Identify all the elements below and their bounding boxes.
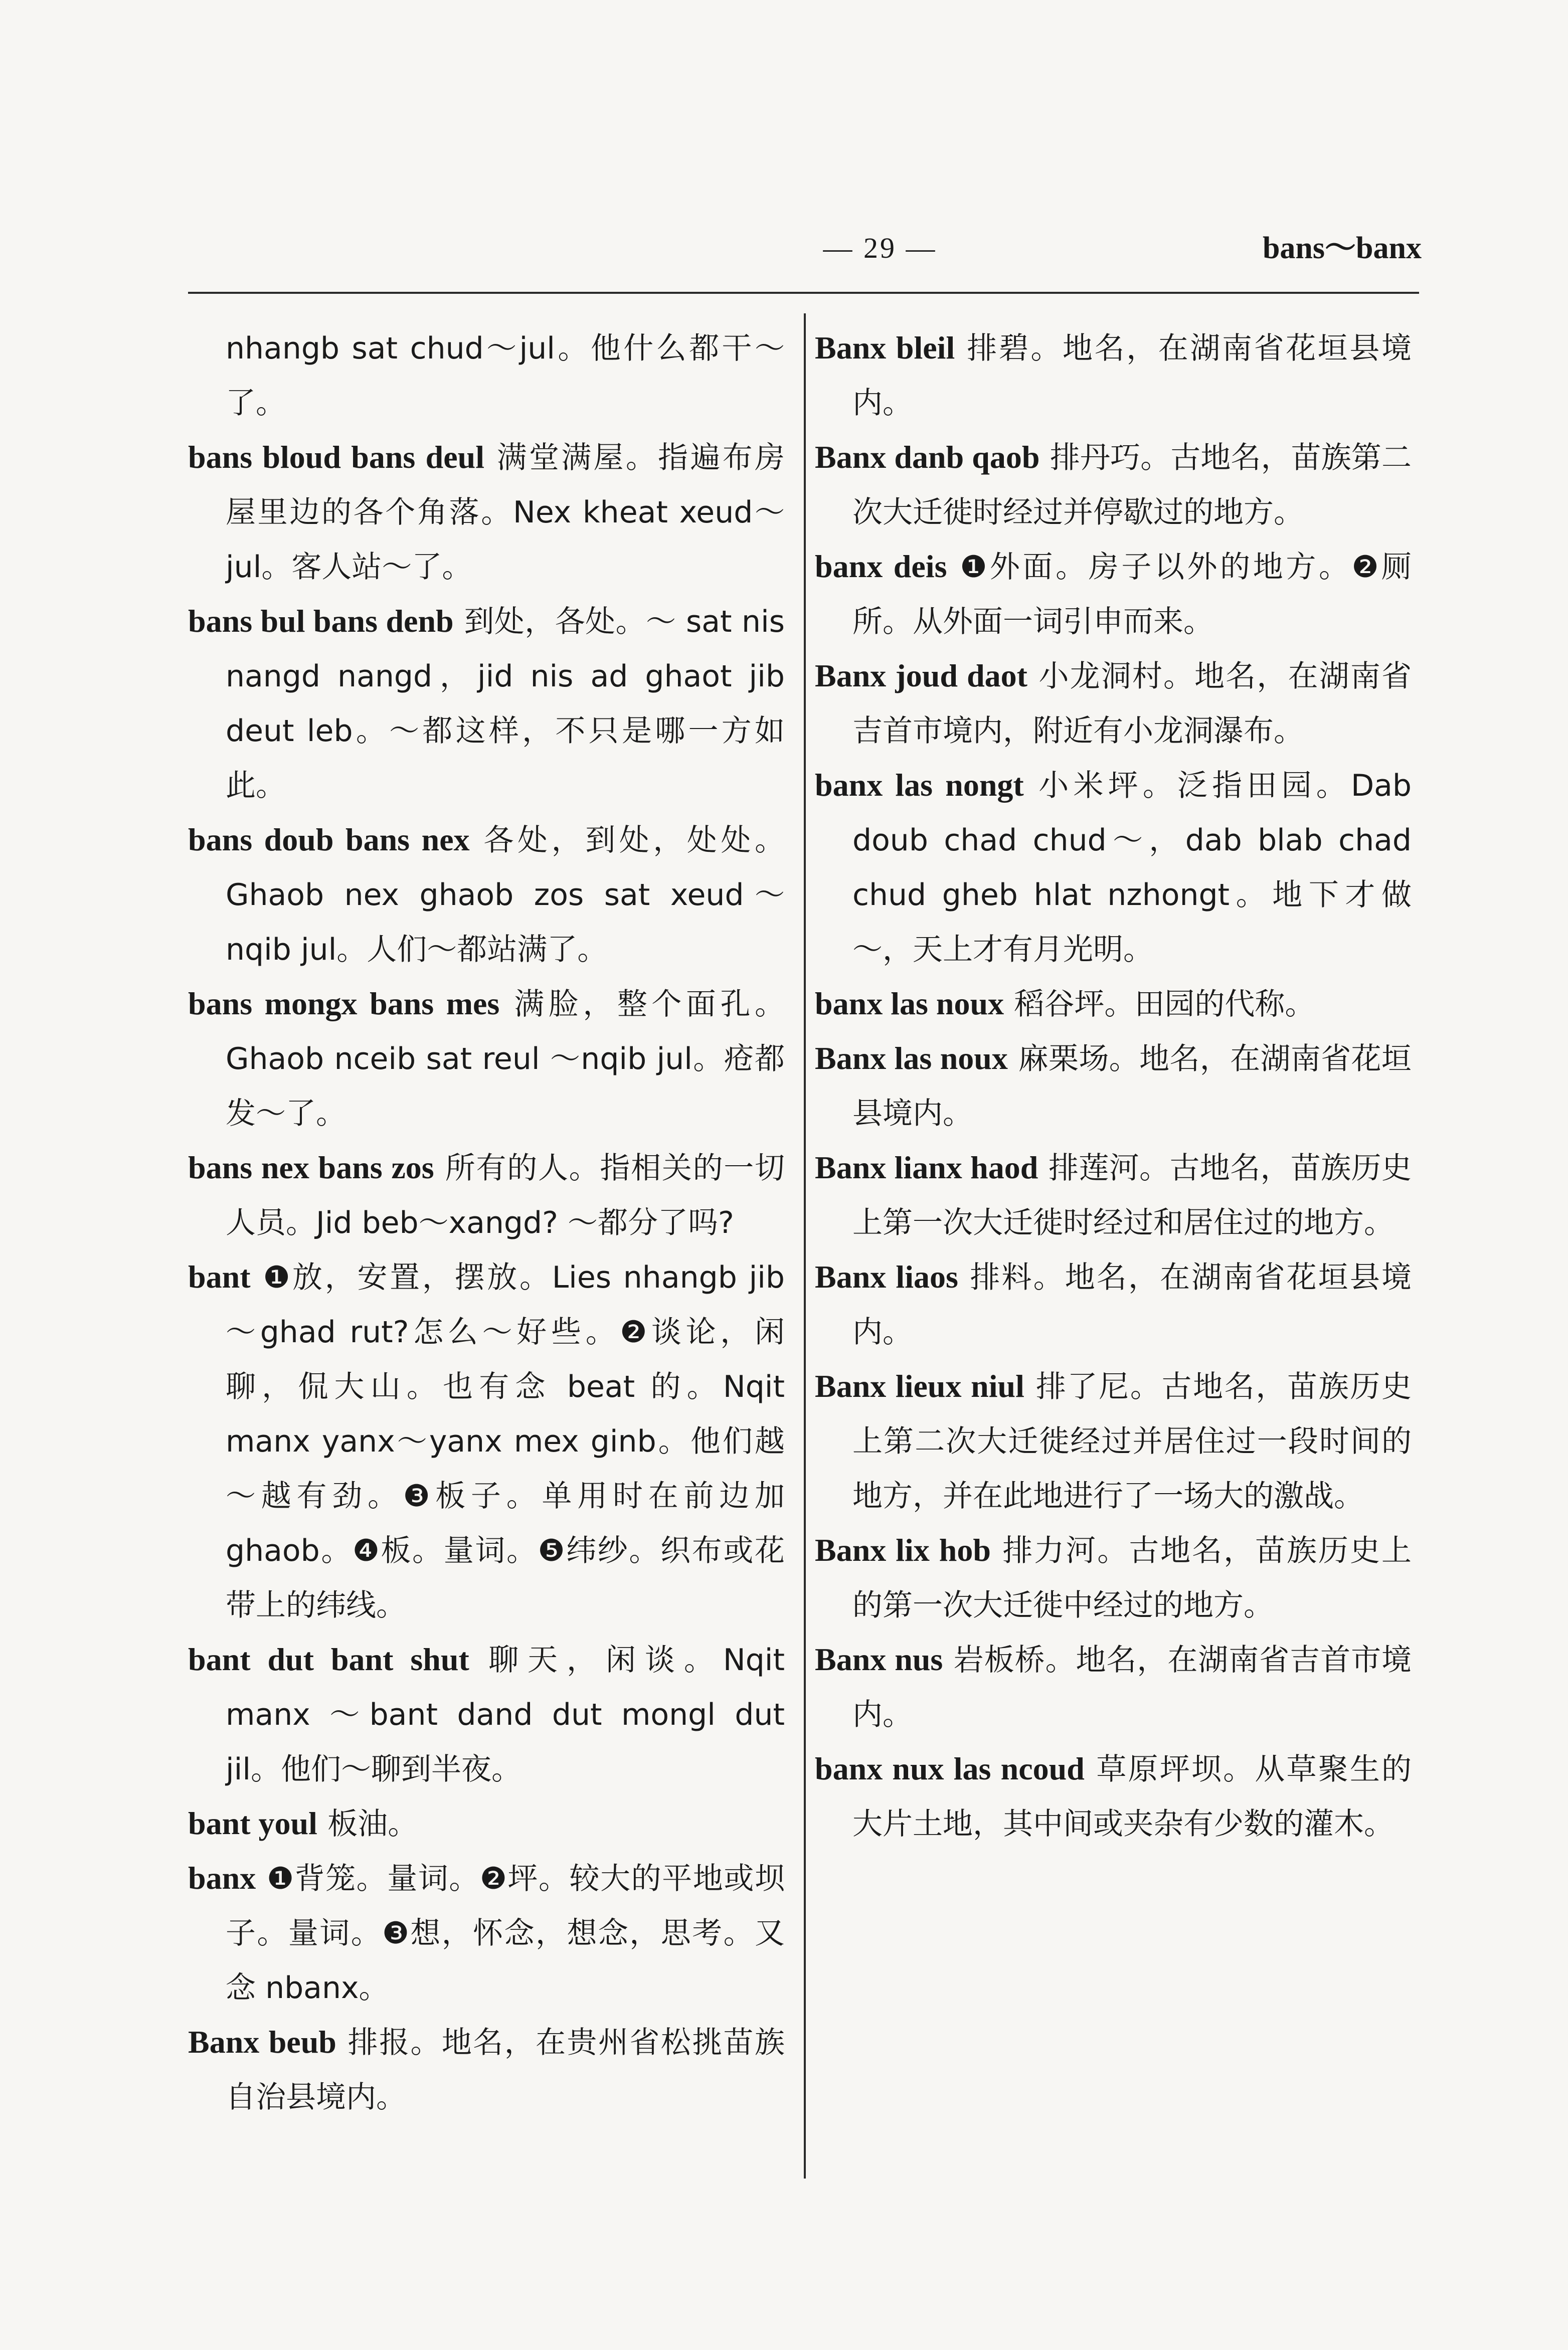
dictionary-entry [815, 321, 1412, 430]
dictionary-entry [188, 1141, 785, 1250]
dictionary-entry [815, 1250, 1412, 1359]
entry-headword: bans mongx bans mes [188, 986, 500, 1021]
dictionary-entry [188, 430, 785, 594]
entry-definition: ❶放，安置，摆放。Lies nhangb jib～ghad rut?怎么～好些。❷谈论，闲聊，侃大山。也有念 beat 的。Nqit manx yanx～yanx mex ginb。他们越～越有劲。❸板子。单用时在前边加 ghaob。❹板。量词。❺纬纱。织布或花带上的纬线。 [226, 1260, 785, 1623]
dictionary-entry [815, 1141, 1412, 1250]
right-column [815, 321, 1412, 1851]
dictionary-entry [815, 649, 1412, 758]
dictionary-entry [188, 2015, 785, 2124]
entry-definition: 排了尼。古地名，苗族历史上第二次大迁徙经过并居住过一段时间的地方，并在此地进行了一场大的激战。 [852, 1369, 1412, 1514]
entry-definition: 排力河。古地名，苗族历史上的第一次大迁徙中经过的地方。 [852, 1533, 1412, 1623]
page-number: — 29 — [823, 232, 937, 264]
entry-definition: 排报。地名，在贵州省松挑苗族自治县境内。 [226, 2025, 785, 2115]
dictionary-entry [815, 430, 1412, 539]
entry-headword: banx [188, 1860, 256, 1896]
entry-definition: 排丹巧。古地名，苗族第二次大迁徙时经过并停歇过的地方。 [852, 440, 1412, 530]
entry-definition: 聊天，闲谈。Nqit manx ～bant dand dut mongl dut jil。他们～聊到半夜。 [226, 1643, 785, 1787]
entry-headword: Banx beub [188, 2024, 336, 2060]
entry-definition: 排料。地名，在湖南省花垣县境内。 [852, 1260, 1412, 1350]
entry-headword: Banx bleil [815, 330, 955, 366]
entry-definition: 所有的人。指相关的一切人员。Jid beb～xangd? ～都分了吗? [226, 1151, 785, 1240]
entry-definition: 板油。 [327, 1806, 418, 1842]
entry-definition: 草原坪坝。从草聚生的大片土地，其中间或夹杂有少数的灌木。 [852, 1752, 1412, 1842]
dictionary-entry [188, 1796, 785, 1851]
entry-definition: ❶外面。房子以外的地方。❷厕所。从外面一词引申而来。 [852, 550, 1412, 639]
dictionary-entry [188, 1250, 785, 1633]
dictionary-entry [815, 1031, 1412, 1141]
entry-headword: banx las noux [815, 986, 1004, 1021]
entry-headword: bans nex bans zos [188, 1150, 434, 1185]
entry-headword: bans doub bans nex [188, 822, 470, 857]
dictionary-entry [188, 977, 785, 1141]
entry-headword: bans bul bans denb [188, 603, 454, 639]
entry-headword: bant dut bant shut [188, 1642, 469, 1677]
entry-headword: banx deis [815, 549, 947, 584]
dictionary-entry [815, 1359, 1412, 1523]
entry-headword: banx nux las ncoud [815, 1751, 1085, 1786]
entry-definition: ❶背笼。量词。❷坪。较大的平地或坝子。量词。❸想，怀念，想念，思考。又念 nbanx。 [226, 1861, 785, 2006]
dictionary-entry [188, 594, 785, 813]
entry-headword: banx las nongt [815, 767, 1024, 803]
dictionary-entry [815, 1742, 1412, 1851]
dictionary-entry [188, 813, 785, 977]
dictionary-entry [815, 1633, 1412, 1742]
page-header [188, 228, 1422, 268]
entry-definition: 小龙洞村。地名，在湖南省吉首市境内，附近有小龙洞瀑布。 [852, 659, 1412, 749]
dictionary-entry [815, 539, 1412, 649]
entry-headword: Banx danb qaob [815, 439, 1040, 475]
guide-words: bans～banx [1262, 231, 1422, 265]
entry-definition: 排莲河。古地名，苗族历史上第一次大迁徙时经过和居住过的地方。 [852, 1151, 1412, 1240]
entry-definition: 到处，各处。～ sat nis nangd nangd，jid nis ad ghaot jib deut leb。～都这样，不只是哪一方如此。 [226, 604, 785, 803]
left-column [188, 321, 785, 2124]
dictionary-entry [815, 977, 1412, 1031]
entry-headword: Banx nus [815, 1642, 943, 1677]
column-divider [804, 313, 806, 2179]
dictionary-entry [188, 1851, 785, 2015]
entry-definition: 稻谷坪。田园的代称。 [1014, 987, 1315, 1022]
dictionary-entry [188, 1633, 785, 1796]
entry-definition: 麻栗场。地名，在湖南省花垣县境内。 [852, 1041, 1412, 1131]
dictionary-entry [815, 758, 1412, 977]
entry-headword: bans bloud bans deul [188, 439, 485, 475]
entry-headword: Banx joud daot [815, 658, 1027, 693]
entry-headword: bant [188, 1259, 251, 1295]
entry-definition: 排碧。地名，在湖南省花垣县境内。 [852, 331, 1412, 421]
entry-headword: Banx las noux [815, 1040, 1008, 1076]
entry-headword: bant youl [188, 1805, 317, 1841]
dictionary-entry [815, 1523, 1412, 1633]
entry-headword: Banx liaos [815, 1259, 958, 1295]
entry-headword: Banx lix hob [815, 1532, 991, 1568]
entry-definition: 岩板桥。地名，在湖南省吉首市境内。 [852, 1643, 1412, 1732]
entry-headword: Banx lianx haod [815, 1150, 1038, 1185]
dictionary-entry [188, 321, 785, 430]
entry-definition: 各处，到处，处处。Ghaob nex ghaob zos sat xeud～nqib jul。人们～都站满了。 [226, 823, 785, 967]
entry-definition: nhangb sat chud～jul。他什么都干～了。 [226, 331, 785, 421]
entry-definition: 小米坪。泛指田园。Dab doub chad chud～，dab blab chad chud gheb hlat nzhongt。地下才做～，天上才有月光明。 [852, 768, 1412, 967]
entry-definition: 满堂满屋。指遍布房屋里边的各个角落。Nex kheat xeud～jul。客人站～了。 [226, 440, 785, 585]
header-rule [188, 292, 1419, 294]
entry-headword: Banx lieux niul [815, 1368, 1024, 1404]
entry-definition: 满脸，整个面孔。Ghaob nceib sat reul ～nqib jul。疮都发～了。 [226, 987, 785, 1131]
